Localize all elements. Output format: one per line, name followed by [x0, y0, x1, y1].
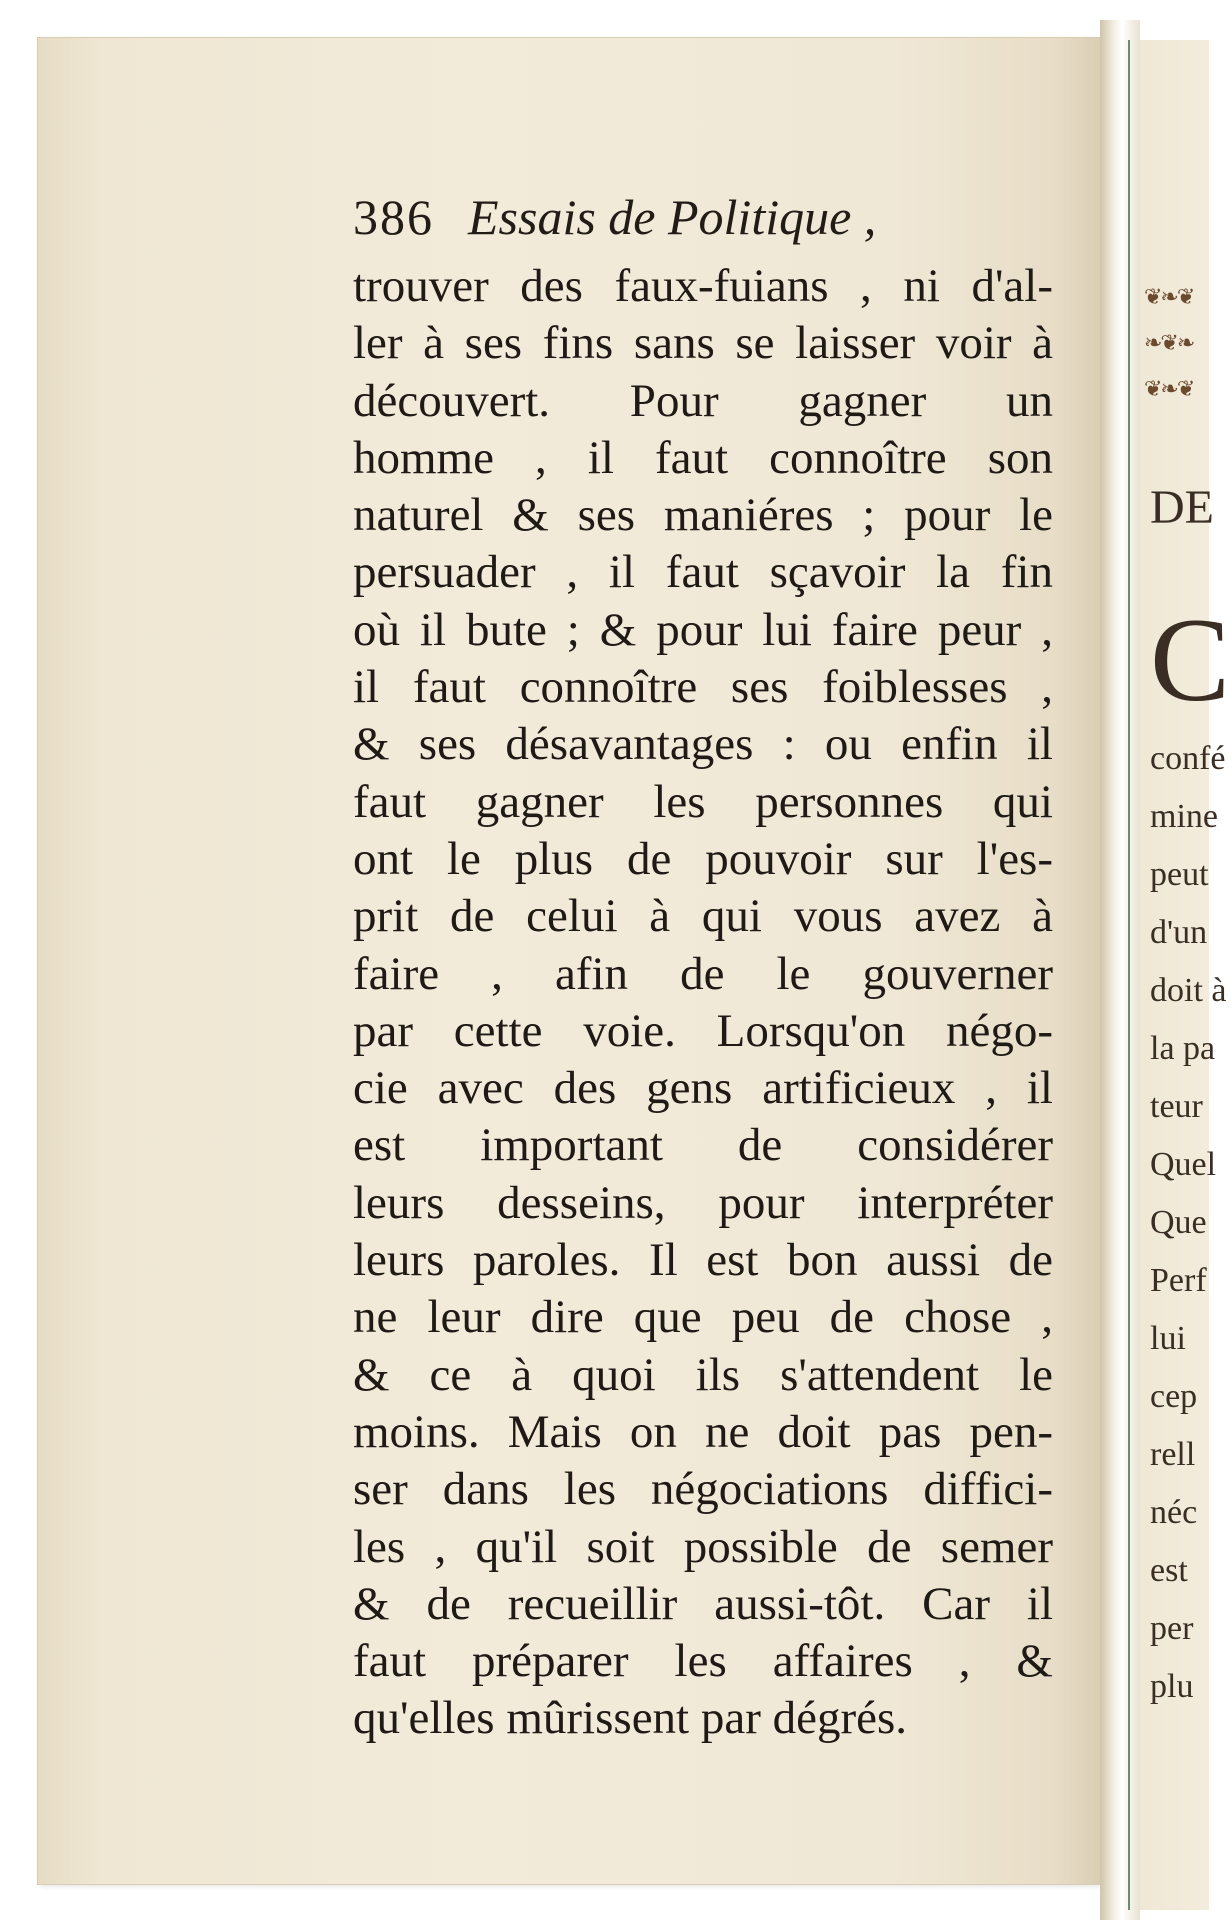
text-line: homme , il faut connoître son	[353, 431, 1053, 484]
facing-line-fragment: d'un	[1150, 914, 1208, 951]
facing-line-fragment: néc	[1150, 1494, 1198, 1531]
text-line: trouver des faux-fuians , ni d'al-	[353, 260, 1053, 312]
facing-line-fragment: doit à	[1150, 972, 1227, 1009]
facing-line-fragment: teur	[1150, 1088, 1203, 1125]
facing-line-fragment: peut	[1150, 856, 1209, 893]
text-line: prit de celui à qui vous avez à	[353, 890, 1053, 943]
text-line: par cette voie. Lorsqu'on négo-	[353, 1004, 1053, 1057]
text-line: moins. Mais on ne doit pas pen-	[353, 1405, 1053, 1458]
facing-line-fragment: la pa	[1150, 1030, 1216, 1067]
page-gutter	[1100, 20, 1140, 1920]
facing-line-fragment: cep	[1150, 1378, 1198, 1415]
ornament-band-icon: ❦❧❦ ❧❦❧ ❦❧❦	[1144, 285, 1194, 402]
binding-edge	[1128, 40, 1130, 1910]
text-line: leurs desseins, pour interpréter	[353, 1176, 1053, 1229]
text-line: ne leur dire que peu de chose ,	[353, 1291, 1053, 1344]
facing-line-fragment: plu	[1150, 1668, 1194, 1705]
facing-heading: DE	[1150, 481, 1214, 534]
running-title: Essais de Politique ,	[468, 189, 877, 245]
text-line: persuader , il faut sçavoir la fin	[353, 546, 1053, 599]
running-head	[353, 188, 876, 246]
facing-line-fragment: Que	[1150, 1204, 1207, 1241]
facing-page	[1140, 40, 1230, 1910]
text-line: & ce à quoi ils s'attendent le	[353, 1348, 1053, 1401]
text-line: ler à ses fins sans se laisser voir à	[353, 317, 1053, 370]
text-line: & ses désavantages : ou enfin il	[353, 718, 1053, 771]
text-line: faut préparer les affaires , &	[353, 1635, 1053, 1688]
text-line: faire , afin de le gouverner	[353, 947, 1053, 1000]
facing-line-fragment: confé	[1150, 740, 1226, 777]
text-line: les , qu'il soit possible de semer	[353, 1520, 1053, 1573]
facing-drop-initial: C	[1150, 593, 1230, 726]
text-line: naturel & ses maniéres ; pour le	[353, 489, 1053, 542]
text-line: qu'elles mûrissent par dégrés.	[353, 1692, 908, 1745]
text-line: leurs paroles. Il est bon aussi de	[353, 1234, 1053, 1287]
facing-line-fragment: est	[1150, 1552, 1188, 1589]
page-number: 386	[353, 189, 434, 245]
text-line: il faut connoître ses foiblesses ,	[353, 661, 1053, 714]
text-line: ser dans les négociations diffici-	[353, 1463, 1053, 1516]
facing-line-fragment: per	[1150, 1610, 1194, 1647]
left-page	[38, 38, 1100, 1884]
text-line: ont le plus de pouvoir sur l'es-	[353, 832, 1053, 885]
facing-line-fragment: rell	[1150, 1436, 1196, 1473]
text-line: faut gagner les personnes qui	[353, 775, 1053, 828]
text-line: & de recueillir aussi-tôt. Car il	[353, 1577, 1053, 1630]
text-line: cie avec des gens artificieux , il	[353, 1062, 1053, 1115]
facing-line-fragment: mine	[1150, 798, 1218, 835]
facing-line-fragment: Perf	[1150, 1262, 1207, 1299]
facing-line-fragment: lui	[1150, 1320, 1186, 1357]
body-text	[353, 258, 1053, 1748]
text-line: découvert. Pour gagner un	[353, 374, 1053, 427]
text-line: où il bute ; & pour lui faire peur ,	[353, 603, 1053, 656]
facing-line-fragment: Quel	[1150, 1146, 1217, 1183]
facing-line-fragments	[1150, 730, 1226, 1716]
text-line: est important de considérer	[353, 1119, 1053, 1172]
